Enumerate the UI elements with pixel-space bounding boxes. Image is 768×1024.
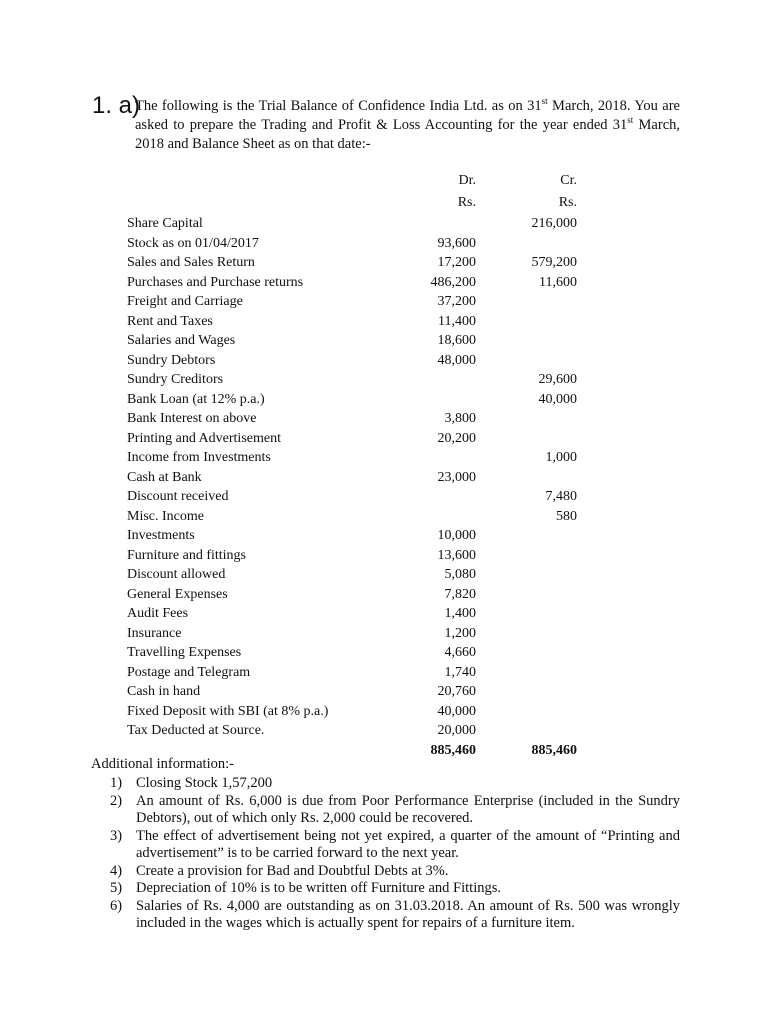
list-item-number: 5) [110,880,123,896]
dr-amount: 10,000 [437,528,476,543]
table-row [127,273,587,293]
question-intro [135,97,680,154]
table-row [127,546,587,566]
dr-total: 885,460 [430,742,476,758]
cr-amount: 1,000 [545,450,577,465]
account-label: Insurance [127,625,182,641]
cr-amount: 40,000 [538,391,577,407]
table-row [127,468,587,488]
dr-amount: 93,600 [437,235,476,251]
table-row [127,429,587,449]
table-row [127,682,587,702]
list-item-text: The effect of advertisement being not yet expired, a quarter of the amount of “Printing and advertisement” is to be carried forward to the next year. [136,827,680,861]
account-label: Cash in hand [127,684,201,699]
account-label: Sales and Sales Return [127,255,255,270]
account-label: Fixed Deposit with SBI (at 8% p.a.) [127,703,329,719]
table-unit-row [127,192,587,214]
list-item-text: Salaries of Rs. 4,000 are outstanding as on 31.03.2018. An amount of Rs. 500 was wrongly included in the wages which is actually spent for repairs of a furniture item. [136,897,680,931]
dr-amount: 20,000 [437,723,476,738]
intro-middle: March, 2018. You are asked to prepare the Trading and Profit & Loss Accounting for the year ended 31 [135,98,680,133]
table-row [127,214,587,234]
table-header-row [127,170,587,192]
dr-amount: 11,400 [438,313,476,329]
account-label: Travelling Expenses [127,645,242,660]
cr-amount: 580 [556,508,577,524]
cr-amount: 7,480 [545,489,577,504]
table-row [127,390,587,410]
list-item-text: Create a provision for Bad and Doubtful Debts at 3%. [136,862,449,879]
list-item-text: Depreciation of 10% is to be written off Furniture and Fittings. [136,880,501,896]
account-label: Investments [127,528,195,543]
list-item-text: An amount of Rs. 6,000 is due from Poor Performance Enterprise (included in the Sundry Debtors), out of which only Rs. 2,000 could be recovered. [136,792,680,826]
dr-amount: 4,660 [444,645,476,660]
account-label: Purchases and Purchase returns [127,274,304,290]
table-row [127,643,587,663]
dr-amount: 18,600 [437,333,476,348]
cr-column-header: Cr. [560,173,577,188]
trial-balance-table [127,170,587,760]
list-item-number: 6) [110,897,123,914]
additional-info-list [110,775,680,933]
cr-amount: 579,200 [531,255,577,270]
list-item [110,828,680,863]
table-row [127,663,587,683]
account-label: Sundry Debtors [127,352,216,368]
table-row [127,253,587,273]
table-row [127,507,587,527]
cr-unit-header: Rs. [558,195,577,210]
account-label: Cash at Bank [127,469,202,485]
dr-amount: 40,000 [437,703,476,719]
intro-superscript-2: st [627,115,634,126]
table-row [127,721,587,741]
table-row [127,351,587,371]
account-label: Discount allowed [127,567,226,582]
cr-amount: 11,600 [539,274,577,290]
intro-suffix: March, 2018 and Balance Sheet as on that date:- [135,117,680,152]
list-item-number: 3) [110,827,123,844]
dr-amount: 13,600 [437,547,476,563]
dr-amount: 1,200 [444,625,476,641]
table-row [127,448,587,468]
account-label: Bank Loan (at 12% p.a.) [127,391,265,407]
dr-amount: 20,200 [437,430,476,446]
account-label: Bank Interest on above [127,411,257,426]
table-body [127,214,587,741]
list-item-number: 1) [110,775,123,791]
list-item [110,863,680,881]
list-item-text: Closing Stock 1,57,200 [136,775,273,791]
intro-prefix: The following is the Trial Balance of Confidence India Ltd. as on 31 [135,98,542,114]
table-row [127,526,587,546]
table-row [127,604,587,624]
dr-unit-header: Rs. [457,195,476,210]
table-row [127,487,587,507]
question-number: 1. a) [92,92,141,119]
table-row [127,312,587,332]
account-label: Furniture and fittings [127,547,246,563]
account-label: Salaries and Wages [127,333,236,348]
table-row [127,565,587,585]
list-item [110,775,680,793]
table-row [127,370,587,390]
account-label: Sundry Creditors [127,372,224,387]
dr-amount: 3,800 [444,411,476,426]
dr-amount: 7,820 [444,586,476,602]
table-row [127,585,587,605]
dr-column-header: Dr. [458,173,476,188]
account-label: Postage and Telegram [127,664,251,680]
cr-amount: 29,600 [538,372,577,387]
dr-amount: 48,000 [437,352,476,368]
dr-amount: 20,760 [437,684,476,699]
table-row [127,331,587,351]
account-label: General Expenses [127,586,228,602]
dr-amount: 17,200 [437,255,476,270]
table-row [127,292,587,312]
list-item-number: 4) [110,862,123,879]
dr-amount: 5,080 [444,567,476,582]
cr-amount: 216,000 [531,216,577,231]
dr-amount: 37,200 [437,294,476,309]
list-item [110,880,680,898]
account-label: Audit Fees [127,606,189,621]
account-label: Share Capital [127,216,203,231]
account-label: Misc. Income [127,508,204,524]
account-label: Rent and Taxes [127,313,213,329]
cr-total: 885,460 [531,742,577,758]
account-label: Discount received [127,489,229,504]
additional-info-heading: Additional information:- [91,756,234,772]
account-label: Freight and Carriage [127,294,243,309]
table-row [127,409,587,429]
dr-amount: 23,000 [437,469,476,485]
account-label: Income from Investments [127,450,271,465]
intro-superscript-1: st [541,96,548,107]
account-label: Printing and Advertisement [127,430,281,446]
dr-amount: 486,200 [430,274,476,290]
account-label: Tax Deducted at Source. [127,723,265,738]
account-label: Stock as on 01/04/2017 [127,235,259,251]
table-row [127,234,587,254]
list-item-number: 2) [110,792,123,809]
table-row [127,624,587,644]
dr-amount: 1,740 [444,664,476,680]
list-item [110,793,680,828]
list-item [110,898,680,933]
dr-amount: 1,400 [444,606,476,621]
table-row [127,702,587,722]
